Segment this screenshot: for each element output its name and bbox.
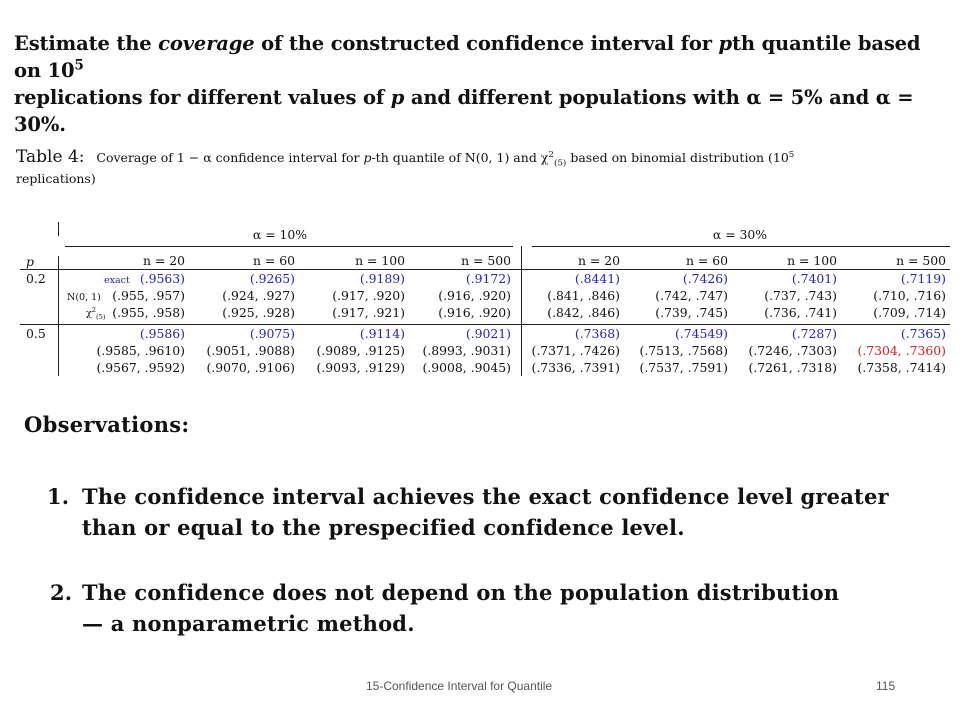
n-header: n = 20 — [142, 253, 185, 268]
page-number: 115 — [876, 679, 896, 693]
table-cell: (.955, .958) — [112, 305, 185, 320]
table-cell: (.7371, .7426) — [531, 343, 620, 358]
observation-1: 1. The confidence interval achieves the exact confidence level greater than or equal to the prespecified confidence level. — [47, 484, 889, 540]
table-cell: (.9265) — [249, 271, 295, 286]
table-cell: (.9008, .9045) — [422, 360, 511, 375]
table-cell: (.916, .920) — [438, 305, 511, 320]
table-cell: (.9567, .9592) — [96, 360, 185, 375]
table-cell: (.8441) — [574, 271, 620, 286]
table-cell: (.9093, .9129) — [316, 360, 405, 375]
n-header: n = 500 — [896, 253, 946, 268]
table-cell: (.74549) — [674, 326, 728, 341]
n-header: n = 60 — [685, 253, 728, 268]
p-value-0-2: 0.2 — [26, 271, 46, 286]
table-cell: (.9075) — [249, 326, 295, 341]
p-value-0-5: 0.5 — [26, 326, 46, 341]
table-cell: (.917, .920) — [332, 288, 405, 303]
table-caption: Table 4: Coverage of 1 − α confidence interval for p-th quantile of N(0, 1) and $\chi^2_{(5)}$ based on binomial distribution ($10^5$ replications) — [16, 147, 795, 186]
table-cell: (.9070, .9106) — [206, 360, 295, 375]
table-cell: (.9189) — [359, 271, 405, 286]
table-cell: (.736, .741) — [764, 305, 837, 320]
p-column-header: p — [26, 254, 34, 269]
footer-title: 15-Confidence Interval for Quantile — [366, 679, 553, 693]
table-cell: (.917, .921) — [332, 305, 405, 320]
highlighted-cell: (.7304, .7360) — [857, 343, 946, 358]
coverage-table — [20, 222, 955, 382]
table-cell: (.9051, .9088) — [206, 343, 295, 358]
n-header: n = 100 — [355, 253, 405, 268]
n-header: n = 100 — [787, 253, 837, 268]
table-cell: (.9586) — [139, 326, 185, 341]
table-rule — [65, 246, 513, 247]
table-label: Table 4: — [16, 147, 85, 167]
table-cell: (.742, .747) — [655, 288, 728, 303]
table-cell: (.7426) — [682, 271, 728, 286]
table-rule — [20, 324, 950, 325]
table-cell: (.916, .920) — [438, 288, 511, 303]
n-header: n = 60 — [252, 253, 295, 268]
table-cell: (.709, .714) — [873, 305, 946, 320]
table-cell: (.9089, .9125) — [316, 343, 405, 358]
table-cell: (.710, .716) — [873, 288, 946, 303]
table-cell: (.925, .928) — [222, 305, 295, 320]
table-cell: (.7401) — [791, 271, 837, 286]
table-cell: (.842, .846) — [547, 305, 620, 320]
n-header: n = 500 — [461, 253, 511, 268]
table-cell: (.9021) — [465, 326, 511, 341]
table-cell: (.737, .743) — [764, 288, 837, 303]
table-rule — [58, 222, 59, 236]
table-rule — [58, 256, 59, 376]
table-cell: (.8993, .9031) — [422, 343, 511, 358]
cell-p02-exact-n20: (.9563) — [139, 271, 185, 286]
table-cell: (.9585, .9610) — [96, 343, 185, 358]
group-header-alpha-10: α = 10% — [252, 227, 308, 242]
table-cell: (.7537, .7591) — [639, 360, 728, 375]
heading-line-1: Estimate the coverage of the constructed confidence interval for pth quantile based on $10^5$ — [14, 32, 921, 82]
table-cell: (.9172) — [465, 271, 511, 286]
table-cell: (.7336, .7391) — [531, 360, 620, 375]
table-rule — [532, 246, 950, 247]
row-label-normal: N(0, 1) — [67, 292, 101, 303]
table-rule — [20, 269, 950, 270]
table-cell: (.955, .957) — [112, 288, 185, 303]
table-cell: (.7119) — [900, 271, 946, 286]
n-header: n = 20 — [577, 253, 620, 268]
row-label-exact: exact — [104, 275, 130, 286]
table-cell: (.7246, .7303) — [748, 343, 837, 358]
table-cell: (.7368) — [574, 326, 620, 341]
heading-line-2: replications for different values of p and different populations with α = 5% and α = 30%. — [14, 86, 914, 136]
row-label-chi-square: $\chi^2_{(5)}$ — [86, 305, 106, 321]
table-cell: (.7261, .7318) — [748, 360, 837, 375]
group-header-alpha-30: α = 30% — [712, 227, 768, 242]
table-cell: (.7513, .7568) — [639, 343, 728, 358]
slide-heading — [14, 30, 949, 138]
observations-title: Observations: — [24, 412, 190, 437]
observation-2: 2. The confidence does not depend on the population distribution — a nonparametric method. — [50, 580, 840, 636]
table-cell: (.9114) — [359, 326, 405, 341]
table-cell: (.924, .927) — [222, 288, 295, 303]
table-cell: (.7358, .7414) — [857, 360, 946, 375]
table-cell: (.739, .745) — [655, 305, 728, 320]
table-cell: (.7365) — [900, 326, 946, 341]
table-cell: (.7287) — [791, 326, 837, 341]
table-cell: (.841, .846) — [547, 288, 620, 303]
